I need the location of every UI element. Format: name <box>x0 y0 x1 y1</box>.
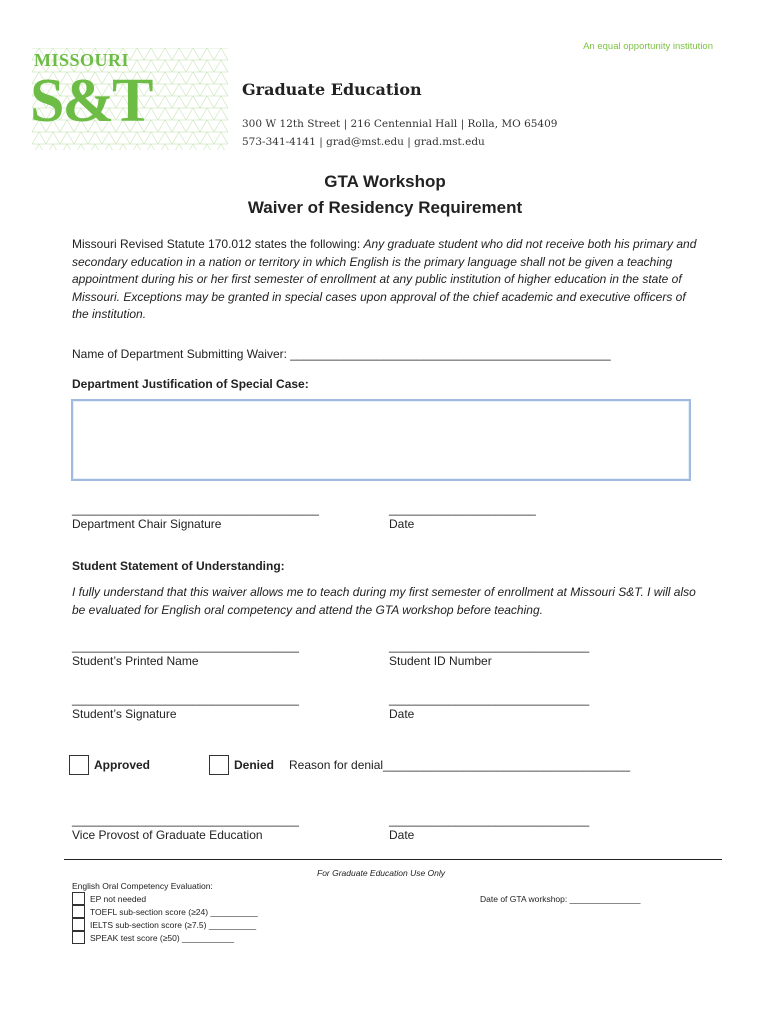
ep-not-needed-checkbox[interactable] <box>72 892 85 905</box>
logo-missouri: MISSOURI <box>34 50 130 70</box>
department-name-field[interactable]: Name of Department Submitting Waiver: ________________________________________________ <box>72 347 611 361</box>
toefl-checkbox[interactable] <box>72 905 85 918</box>
oral-eval-label: English Oral Competency Evaluation: <box>72 881 213 891</box>
form-title: GTA Workshop <box>324 172 446 191</box>
student-date-label: Date <box>389 707 415 721</box>
student-name-line[interactable]: __________________________________ <box>72 639 299 653</box>
ielts-checkbox[interactable] <box>72 918 85 931</box>
form-subtitle: Waiver of Residency Requirement <box>247 198 523 217</box>
justification-textbox[interactable] <box>71 399 691 481</box>
workshop-date-field[interactable]: Date of GTA workshop: _______________ <box>480 894 641 904</box>
office-address: 300 W 12th Street | 216 Centennial Hall | Rolla, MO 65409 <box>242 118 558 130</box>
statute-paragraph <box>72 236 702 324</box>
student-heading: Student Statement of Understanding: <box>72 559 285 573</box>
chair-date-label: Date <box>389 517 415 531</box>
approved-label: Approved <box>94 758 151 772</box>
ielts-label: IELTS sub-section score (≥7.5) __________ <box>90 920 257 930</box>
denied-checkbox[interactable] <box>209 755 229 775</box>
equal-opportunity-tagline: An equal opportunity institution <box>583 41 713 52</box>
student-signature-line[interactable]: __________________________________ <box>72 692 299 706</box>
student-date-line[interactable]: ______________________________ <box>389 692 590 706</box>
chair-date-line[interactable]: ______________________ <box>389 502 536 516</box>
provost-date-label: Date <box>389 828 415 842</box>
student-signature-label: Student’s Signature <box>72 707 177 721</box>
denied-label: Denied <box>234 758 275 772</box>
student-id-label: Student ID Number <box>389 654 492 668</box>
speak-checkbox[interactable] <box>72 931 85 944</box>
justification-heading: Department Justification of Special Case: <box>72 377 309 391</box>
logo-st: S&T <box>30 67 152 135</box>
provost-signature-line[interactable]: __________________________________ <box>72 813 299 827</box>
statute-lead: Missouri Revised Statute 170.012 states the following: <box>72 237 361 251</box>
student-statement: I fully understand that this waiver allows me to teach during my first semester of enrollment at Missouri S&T. I will also be evaluated for English oral competency and attend the GTA workshop before teaching. <box>72 585 696 617</box>
office-title: Graduate Education <box>242 80 422 99</box>
student-id-line[interactable]: ______________________________ <box>389 639 590 653</box>
chair-signature-line[interactable]: _____________________________________ <box>72 502 319 516</box>
provost-signature-label: Vice Provost of Graduate Education <box>72 828 263 842</box>
ep-not-needed-label: EP not needed <box>90 894 147 904</box>
statute-quote: Any graduate student who did not receive both his primary and secondary education in a nation or territory in which English is the primary language shall not be given a teaching appointment during his or her first semester of enrollment at any public institution of higher education in the state of Missouri. Exceptions may be granted in special cases upon approval of the chief academic and executive officers of the institution. <box>72 237 697 321</box>
divider <box>64 859 722 860</box>
office-use-heading: For Graduate Education Use Only <box>317 868 446 878</box>
provost-date-line[interactable]: ______________________________ <box>389 813 590 827</box>
chair-signature-label: Department Chair Signature <box>72 517 222 531</box>
denial-reason-field[interactable]: Reason for denial_____________________________________ <box>289 758 630 772</box>
approved-checkbox[interactable] <box>69 755 89 775</box>
office-contact: 573-341-4141 | grad@mst.edu | grad.mst.edu <box>242 136 485 148</box>
toefl-label: TOEFL sub-section score (≥24) __________ <box>90 907 258 917</box>
speak-label: SPEAK test score (≥50) ___________ <box>90 933 235 943</box>
student-name-label: Student’s Printed Name <box>72 654 199 668</box>
